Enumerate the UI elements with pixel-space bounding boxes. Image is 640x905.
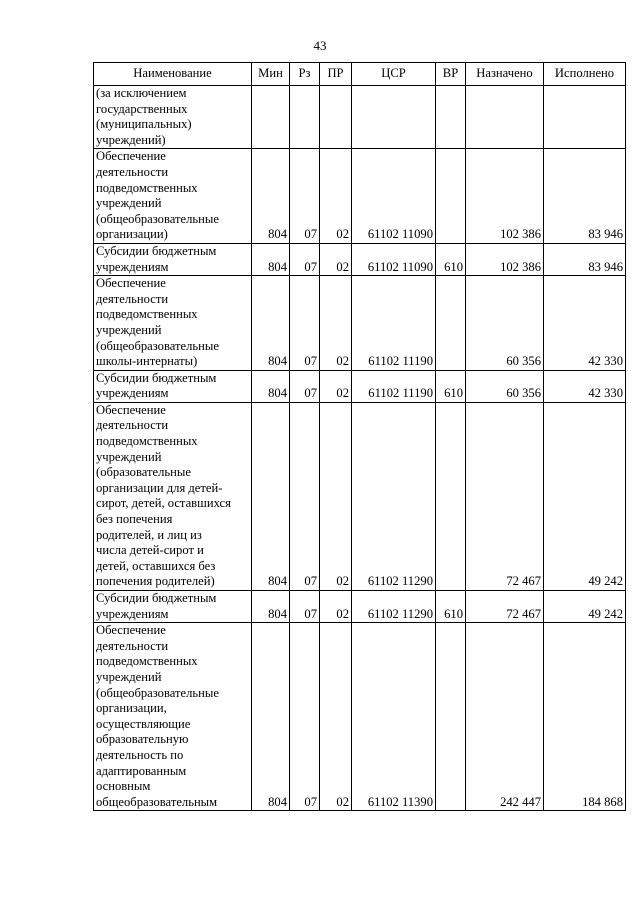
cell-name-line: адаптированным (96, 763, 187, 778)
cell-name-line: (за исключением (96, 86, 187, 100)
cell-vr (436, 276, 466, 371)
cell-name-line: без попечения (96, 512, 173, 527)
cell-name-line: (общеобразовательные (96, 211, 219, 226)
cell-min: 804 (252, 243, 290, 275)
header-row (94, 63, 626, 86)
cell-csr: 61102 11390 (352, 623, 436, 811)
cell-name-line: организации, (96, 701, 167, 716)
cell-vr (436, 623, 466, 811)
cell-min: 804 (252, 402, 290, 590)
cell-csr: 61102 11290 (352, 402, 436, 590)
cell-ispolneno: 42 330 (544, 276, 626, 371)
cell-min: 804 (252, 276, 290, 371)
cell-vr (436, 402, 466, 590)
cell-name-line: государственных (96, 101, 188, 116)
cell-csr: 61102 11190 (352, 370, 436, 402)
cell-name (94, 86, 252, 149)
header-pr: ПР (320, 63, 352, 86)
cell-pr: 02 (320, 149, 352, 244)
cell-naznacheno: 72 467 (466, 591, 544, 623)
cell-name-line: подведомственных (96, 434, 198, 449)
cell-name (94, 243, 252, 275)
cell-name-line: школы-интернаты) (96, 354, 198, 369)
cell-ispolneno: 83 946 (544, 149, 626, 244)
table-row (94, 86, 626, 149)
cell-vr: 610 (436, 243, 466, 275)
header-csr: ЦСР (352, 63, 436, 86)
cell-name-line: (образовательные (96, 465, 191, 480)
page-number: 43 (313, 38, 327, 53)
cell-vr (436, 86, 466, 149)
cell-naznacheno: 102 386 (466, 149, 544, 244)
cell-vr: 610 (436, 370, 466, 402)
cell-rz (290, 86, 320, 149)
cell-name (94, 370, 252, 402)
cell-name-line: организации) (96, 227, 168, 242)
cell-name-line: деятельность по (96, 747, 184, 762)
cell-min (252, 86, 290, 149)
cell-min: 804 (252, 149, 290, 244)
cell-name-line: Обеспечение (96, 402, 166, 417)
cell-pr: 02 (320, 370, 352, 402)
cell-ispolneno: 42 330 (544, 370, 626, 402)
cell-ispolneno: 184 868 (544, 623, 626, 811)
table-row (94, 276, 626, 371)
table-row (94, 243, 626, 275)
cell-ispolneno: 49 242 (544, 402, 626, 590)
cell-name-line: деятельности (96, 418, 169, 433)
cell-csr (352, 86, 436, 149)
cell-name-line: родителей, и лиц из (96, 527, 202, 542)
cell-name-line: (общеобразовательные (96, 338, 219, 353)
cell-name-line: учреждений) (96, 132, 166, 147)
cell-name-line: деятельности (96, 164, 169, 179)
cell-vr (436, 149, 466, 244)
cell-csr: 61102 11290 (352, 591, 436, 623)
cell-pr: 02 (320, 243, 352, 275)
table-row (94, 591, 626, 623)
header-name: Наименование (94, 63, 252, 86)
cell-rz: 07 (290, 623, 320, 811)
cell-name-line: учреждений (96, 196, 162, 211)
cell-name-line: подведомственных (96, 307, 198, 322)
cell-name (94, 149, 252, 244)
table-header (94, 63, 626, 86)
cell-name-line: сирот, детей, оставшихся (96, 496, 231, 511)
budget-table (93, 62, 626, 811)
cell-csr: 61102 11190 (352, 276, 436, 371)
cell-name-line: подведомственных (96, 654, 198, 669)
table-row (94, 623, 626, 811)
cell-csr: 61102 11090 (352, 149, 436, 244)
cell-pr: 02 (320, 402, 352, 590)
table-row (94, 402, 626, 590)
cell-naznacheno: 242 447 (466, 623, 544, 811)
cell-name-line: образовательную (96, 732, 189, 747)
header-ispolneno: Исполнено (544, 63, 626, 86)
cell-pr: 02 (320, 623, 352, 811)
cell-name-line: Субсидии бюджетным (96, 243, 217, 258)
cell-name-line: осуществляющие (96, 716, 191, 731)
header-rz: Рз (290, 63, 320, 86)
cell-name-line: учреждениям (96, 606, 169, 621)
cell-ispolneno: 49 242 (544, 591, 626, 623)
cell-name-line: подведомственных (96, 180, 198, 195)
cell-rz: 07 (290, 149, 320, 244)
cell-name-line: основным (96, 779, 151, 794)
cell-naznacheno: 60 356 (466, 276, 544, 371)
cell-name (94, 591, 252, 623)
header-min: Мин (252, 63, 290, 86)
cell-rz: 07 (290, 243, 320, 275)
cell-name-line: Обеспечение (96, 276, 166, 291)
cell-rz: 07 (290, 591, 320, 623)
cell-rz: 07 (290, 402, 320, 590)
cell-name-line: учреждениям (96, 259, 169, 274)
cell-min: 804 (252, 591, 290, 623)
cell-name-line: организации для детей- (96, 480, 223, 495)
cell-vr: 610 (436, 591, 466, 623)
cell-name (94, 276, 252, 371)
cell-name-line: учреждениям (96, 386, 169, 401)
cell-name-line: Обеспечение (96, 623, 166, 638)
cell-naznacheno (466, 86, 544, 149)
header-vr: ВР (436, 63, 466, 86)
cell-name-line: учреждений (96, 669, 162, 684)
header-naznacheno: Назначено (466, 63, 544, 86)
cell-ispolneno (544, 86, 626, 149)
cell-csr: 61102 11090 (352, 243, 436, 275)
cell-name-line: деятельности (96, 638, 169, 653)
cell-ispolneno: 83 946 (544, 243, 626, 275)
cell-name-line: Обеспечение (96, 149, 166, 164)
cell-name-line: Субсидии бюджетным (96, 591, 217, 605)
cell-min: 804 (252, 623, 290, 811)
cell-pr: 02 (320, 276, 352, 371)
cell-name-line: учреждений (96, 449, 162, 464)
cell-pr: 02 (320, 591, 352, 623)
cell-name-line: (муниципальных) (96, 117, 192, 132)
cell-name-line: общеобразовательным (96, 794, 218, 809)
cell-pr (320, 86, 352, 149)
cell-naznacheno: 72 467 (466, 402, 544, 590)
cell-naznacheno: 102 386 (466, 243, 544, 275)
cell-name-line: Субсидии бюджетным (96, 370, 217, 385)
cell-name-line: (общеобразовательные (96, 685, 219, 700)
table-row (94, 149, 626, 244)
cell-name (94, 402, 252, 590)
cell-name (94, 623, 252, 811)
table-body (94, 86, 626, 811)
cell-name-line: числа детей-сирот и (96, 543, 204, 558)
cell-rz: 07 (290, 276, 320, 371)
cell-name-line: детей, оставшихся без (96, 558, 216, 573)
cell-name-line: учреждений (96, 322, 162, 337)
cell-naznacheno: 60 356 (466, 370, 544, 402)
cell-min: 804 (252, 370, 290, 402)
cell-rz: 07 (290, 370, 320, 402)
cell-name-line: попечения родителей) (96, 574, 215, 589)
cell-name-line: деятельности (96, 291, 169, 306)
table-row (94, 370, 626, 402)
